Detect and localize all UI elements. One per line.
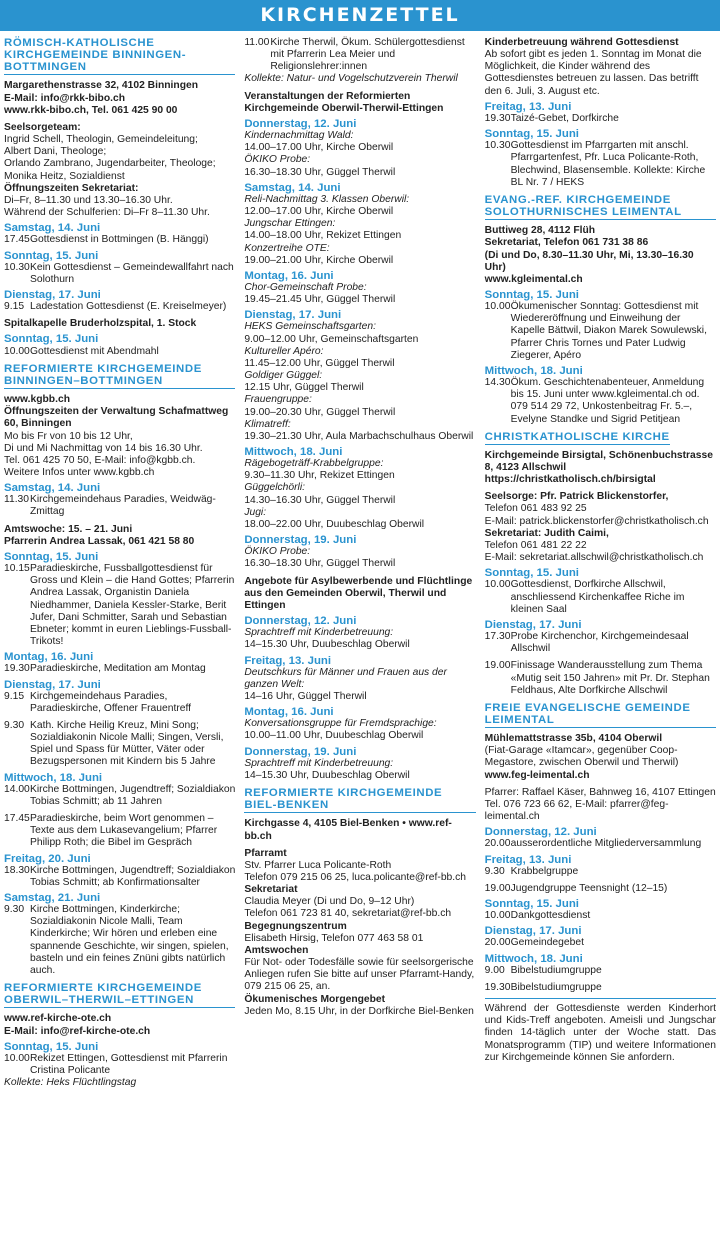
date-heading: Freitag, 20. Juni <box>4 852 91 865</box>
event-time: 17.45 <box>4 813 30 825</box>
text-line: Di und Mi Nachmittag von 14 bis 16.30 Uhr. <box>4 442 203 454</box>
text-line: Ingrid Schell, Theologin, Gemeindeleitung; <box>4 134 198 146</box>
text-line: Für Not- oder Todesfälle sowie für seelsorgerische Anliegen rufen Sie bitte auf unser Pfarramt-Handy, 079 215 06 25, an. <box>244 957 475 993</box>
event-text: Kirchgemeindehaus Paradies, Weidwäg-Zmittag <box>30 494 216 518</box>
event-item <box>4 720 235 769</box>
bold-line: Seelsorge: Pfr. Patrick Blickenstorfer, <box>484 491 669 503</box>
bold-line: Kirchgasse 4, 4105 Biel-Benken • www.ref-bb.ch <box>244 818 452 842</box>
event-text: Gottesdienst im Pfarrgarten mit anschl. Pfarrgartenfest, Pfr. Luca Policante-Roth, Blechwind, Blasensemble. Kollekte: Kirche BL Nr. 7 / HEKS <box>510 140 706 188</box>
date-heading: Donnerstag, 12. Juni <box>244 117 357 130</box>
event-time: 14.00 <box>4 783 30 795</box>
section-heading: EVANG.-REF. KIRCHGEMEINDE SOLOTHURNISCHES LEIMENTAL <box>485 194 716 220</box>
date-heading: Mittwoch, 18. Juni <box>4 771 103 784</box>
bold-line: Spitalkapelle Bruderholzspital, 1. Stock <box>4 318 197 330</box>
date-heading: Dienstag, 17. Juni <box>484 925 582 938</box>
bold-line: Kinderbetreuung während Gottesdienst <box>484 37 679 48</box>
event-item <box>4 813 235 849</box>
event-time: 9.30 <box>484 865 505 877</box>
text-line: Ab sofort gibt es jeden 1. Sonntag im Monat die Möglichkeit, die Kinder während des Gottesdienstes betreuen zu lassen. Das betrifft den 6. Juli, 3. August etc. <box>484 49 702 97</box>
italic-line: HEKS Gemeinschaftsgarten: <box>244 321 376 333</box>
text-line: 12.15 Uhr, Güggel Therwil <box>244 382 364 394</box>
text-line: Stv. Pfarrer Luca Policante-Roth <box>244 859 392 871</box>
event-item <box>485 631 716 655</box>
date-heading: Freitag, 13. Juni <box>244 654 332 667</box>
event-time: 10.30 <box>484 140 511 152</box>
event-item <box>485 965 716 977</box>
bold-line: Angebote für Asylbewerbende und Flüchtlinge aus den Gemeinden Oberwil, Therwil und Ettingen <box>244 575 473 611</box>
text-line: 14.30–16.30 Uhr, Güggel Therwil <box>244 494 396 506</box>
event-item <box>4 663 235 675</box>
date-heading: Mittwoch, 18. Juni <box>484 364 583 377</box>
text-line: 14–16 Uhr, Güggel Therwil <box>244 690 367 702</box>
italic-line: Klimatreff: <box>244 418 291 430</box>
event-time: 10.00 <box>484 579 511 591</box>
date-heading: Freitag, 13. Juni <box>484 100 572 113</box>
section-heading: REFORMIERTE KIRCHGEMEINDE OBERWIL–THERWIL–ETTINGEN <box>4 982 235 1008</box>
bold-line: Sekretariat <box>244 884 298 896</box>
event-time: 10.00 <box>484 910 511 922</box>
event-time: 9.15 <box>4 690 25 702</box>
text-line: 19.30–21.30 Uhr, Aula Marbachschulhaus Oberwil <box>244 430 474 442</box>
event-item <box>485 301 716 362</box>
text-line: Weitere Infos unter www.kgbb.ch <box>4 467 155 478</box>
event-time: 10.15 <box>4 563 30 575</box>
text-line: Jeden Mo, 8.15 Uhr, in der Dorfkirche Biel-Benken <box>244 1005 474 1017</box>
text-line: E-Mail: sekretariat.allschwil@christkatholisch.ch <box>484 552 704 564</box>
bold-line: E-Mail: info@rkk-bibo.ch <box>4 92 126 104</box>
event-time: 18.30 <box>4 864 30 876</box>
text-line: 19.00–21.00 Uhr, Kirche Oberwil <box>244 254 394 266</box>
event-text: Kath. Kirche Heilig Kreuz, Mini Song; Sozialdiakonin Nicole Malli; Singen, Versli, Spiel und Spass für Mütter, Väter oder Bezugspersonen mit Kindern bis 5 Jahre <box>30 719 224 768</box>
event-time: 9.00 <box>484 964 505 976</box>
italic-line: Deutschkurs für Männer und Frauen aus der ganzen Welt: <box>244 666 447 690</box>
event-time: 20.00 <box>484 937 511 949</box>
event-time: 17.45 <box>4 234 30 246</box>
event-time: 19.30 <box>4 663 30 675</box>
bold-line: Buttiweg 28, 4112 Flüh <box>484 225 596 237</box>
event-item <box>485 838 716 850</box>
event-text: Paradieskirche, Meditation am Montag <box>30 663 206 675</box>
bold-line: Pfarrerin Andrea Lassak, 061 421 58 80 <box>4 535 195 547</box>
italic-line: ÖKIKO Probe: <box>244 154 311 166</box>
bold-line: Ökumenisches Morgengebet <box>244 993 386 1005</box>
bold-line: www.kgleimental.ch <box>484 273 583 285</box>
text-line: 14–15.30 Uhr, Duubeschlag Oberwil <box>244 639 410 651</box>
event-item <box>485 866 716 878</box>
text-line: 14–15.30 Uhr, Duubeschlag Oberwil <box>244 769 410 781</box>
event-item <box>4 346 235 358</box>
text-line: 12.00–17.00 Uhr, Kirche Oberwil <box>244 206 394 218</box>
date-heading: Sonntag, 15. Juni <box>484 567 579 580</box>
bold-line: Amtswoche: 15. – 21. Juni <box>4 523 133 535</box>
bold-line: www.feg-leimental.ch <box>484 769 590 781</box>
event-time: 19.30 <box>484 112 511 124</box>
event-time: 11.00 <box>244 37 270 48</box>
date-heading: Montag, 16. Juni <box>244 269 334 282</box>
page-title: KIRCHENZETTEL <box>0 0 720 31</box>
event-item <box>485 113 716 125</box>
italic-line: Reli-Nachmittag 3. Klassen Oberwil: <box>244 193 410 205</box>
text-line: 19.00–20.30 Uhr, Güggel Therwil <box>244 406 396 418</box>
text-line: 9.30–11.30 Uhr, Rekizet Ettingen <box>244 470 395 482</box>
italic-line: Kultureller Apéro: <box>244 345 324 357</box>
bold-line: www.kgbb.ch <box>4 394 70 406</box>
text-line: Telefon 079 215 06 25, luca.policante@ref-bb.ch <box>244 872 467 883</box>
date-heading: Dienstag, 17. Juni <box>4 288 101 301</box>
date-heading: Dienstag, 17. Juni <box>244 309 342 322</box>
event-item <box>4 691 235 715</box>
event-item <box>4 301 235 313</box>
column-3 <box>485 37 716 1089</box>
event-text: Kirche Bottmingen, Kinderkirche; Sozialdiakonin Nicole Malli, Team Kinderkirche; Wir hören und erleben eine spannende Geschichte, wir singen, spielen, basteln und ein feines Znüni gibts natürlich auch. <box>30 904 229 976</box>
italic-line: Rägebogeträff-Krabbelgruppe: <box>244 458 384 470</box>
event-text: Gottesdienst in Bottmingen (B. Hänggi) <box>30 234 209 246</box>
italic-line: Chor-Gemeinschaft Probe: <box>244 281 367 293</box>
date-heading: Sonntag, 15. Juni <box>4 1040 99 1053</box>
event-time: 17.30 <box>484 631 511 643</box>
columns <box>0 31 720 1089</box>
italic-line: Kollekte: Natur- und Vogelschutzverein Therwil <box>244 73 458 85</box>
italic-line: Sprachtreff mit Kinderbetreuung: <box>244 757 394 769</box>
italic-line: Jungschar Ettingen: <box>244 218 336 230</box>
event-text: ausserordentliche Mitgliederversammlung <box>510 838 702 850</box>
event-time: 14.30 <box>484 377 511 389</box>
section-heading: RÖMISCH-KATHOLISCHE KIRCHGEMEINDE BINNINGEN-BOTTMINGEN <box>4 37 235 75</box>
bold-line: Sekretariat, Telefon 061 731 38 86 <box>484 237 649 249</box>
date-heading: Dienstag, 17. Juni <box>484 618 582 631</box>
text-line: 19.45–21.45 Uhr, Güggel Therwil <box>244 294 396 306</box>
text-line: Claudia Meyer (Di und Do, 9–12 Uhr) <box>244 896 415 908</box>
text-line: Telefon 061 483 92 25 <box>484 503 587 515</box>
event-item <box>4 234 235 246</box>
date-heading: Montag, 16. Juni <box>4 651 94 664</box>
event-text: Gottesdienst, Dorfkirche Allschwil, anschliessend Kirchenkaffee Riche im kleinen Saal <box>510 579 685 615</box>
text-line: (Fiat-Garage «Itamcar», gegenüber Coop-Megastore, zwischen Oberwil und Therwil) <box>484 745 679 769</box>
bold-line: (Di und Do, 8.30–11.30 Uhr, Mi, 13.30–16.30 Uhr) <box>484 249 694 273</box>
text-line: Tel. 076 723 66 62, E-Mail: pfarrer@feg-leimental.ch <box>484 798 669 823</box>
event-item <box>4 784 235 808</box>
section-heading: REFORMIERTE KIRCHGEMEINDE BINNINGEN–BOTTMINGEN <box>4 363 235 389</box>
text-line: Tel. 061 425 70 50, E-Mail: info@kgbb.ch. <box>4 454 196 466</box>
event-time: 10.30 <box>4 261 30 273</box>
text-line: 9.00–12.00 Uhr, Gemeinschaftsgarten <box>244 333 419 345</box>
column-2 <box>244 37 475 1089</box>
event-time: 10.00 <box>4 1052 30 1064</box>
event-item <box>485 377 716 426</box>
date-heading: Sonntag, 15. Juni <box>484 288 579 301</box>
section-heading: REFORMIERTE KIRCHGEMEINDE BIEL-BENKEN <box>244 787 475 813</box>
text-line: 10.00–11.00 Uhr, Duubeschlag Oberwil <box>244 730 424 742</box>
date-heading: Donnerstag, 12. Juni <box>484 826 597 839</box>
event-text: Bibelstudiumgruppe <box>510 981 602 993</box>
bold-line: Begegnungszentrum <box>244 920 347 932</box>
bold-line: Veranstaltungen der Reformierten Kirchgemeinde Oberwil-Therwil-Ettingen <box>244 90 444 114</box>
event-item <box>4 865 235 889</box>
bold-line: Öffnungszeiten Sekretariat: <box>4 182 139 194</box>
text-line: 14.00–17.00 Uhr, Kirche Oberwil <box>244 142 394 154</box>
event-text: Dankgottesdienst <box>510 910 591 922</box>
event-text: Gottesdienst mit Abendmahl <box>30 345 159 357</box>
text-line: 16.30–18.30 Uhr, Güggel Therwil <box>244 558 396 570</box>
bold-line: Mühlemattstrasse 35b, 4104 Oberwil <box>484 733 663 745</box>
event-item <box>485 910 716 922</box>
event-text: Jugendgruppe Teensnight (12–15) <box>510 882 668 894</box>
italic-line: Konzertreihe OTE: <box>244 242 330 254</box>
text-line: Orlando Zambrano, Jugendarbeiter, Theologe; <box>4 158 216 170</box>
event-item <box>4 262 235 286</box>
event-text: Kirche Therwil, Ökum. Schülergottesdienst mit Pfarrerin Lea Meier und Religionslehrer:innen <box>270 37 465 73</box>
text-line: Albert Dani, Theologe; <box>4 146 107 158</box>
text-line: Telefon 061 481 22 22 <box>484 539 587 551</box>
section-heading: FREIE EVANGELISCHE GEMEINDE LEIMENTAL <box>485 702 716 728</box>
event-item <box>485 937 716 949</box>
event-time: 10.00 <box>4 345 30 357</box>
event-text: Krabbelgruppe <box>510 865 579 877</box>
italic-line: Kollekte: Heks Flüchtlingstag <box>4 1077 137 1089</box>
event-text: Kirche Bottmingen, Jugendtreff; Sozialdiakon Tobias Schmitt; ab 11 Jahren <box>30 783 236 807</box>
event-time: 19.00 <box>484 882 511 894</box>
italic-line: Sprachtreff mit Kinderbetreuung: <box>244 627 394 639</box>
bold-line: Öffnungszeiten der Verwaltung Schafmattweg 60, Binningen <box>4 406 229 430</box>
text-line: Mo bis Fr von 10 bis 12 Uhr, <box>4 430 133 442</box>
bold-line: Sekretariat: Judith Caimi, <box>484 527 609 539</box>
italic-line: ÖKIKO Probe: <box>244 546 311 558</box>
event-time: 19.00 <box>484 660 511 672</box>
event-text: Kirche Bottmingen, Jugendtreff; Sozialdiakon Tobias Schmitt; ab Konfirmationsalter <box>30 864 236 888</box>
event-item <box>4 1053 235 1077</box>
event-item <box>485 883 716 895</box>
event-item <box>485 579 716 615</box>
italic-line: Konversationsgruppe für Fremdsprachige: <box>244 718 437 730</box>
event-text: Ökumenischer Sonntag: Gottesdienst mit Wiedereröffnung und Einweihung der Kapelle Bättwil, Diakon Marek Sowulewski, Pfarrer Chris Tornes und Pater Ludwig Ziegerer, Apéro <box>510 301 707 361</box>
event-time: 11.30 <box>4 494 30 506</box>
event-time: 19.30 <box>484 981 511 993</box>
event-item <box>4 494 235 518</box>
date-heading: Montag, 16. Juni <box>244 706 334 719</box>
bold-line: Kirchgemeinde Birsigtal, Schönenbuchstrasse 8, 4123 Allschwil <box>484 449 713 473</box>
text-line: Während der Schulferien: Di–Fr 8–11.30 Uhr. <box>4 207 210 219</box>
event-text: Ökum. Geschichtenabenteuer, Anmeldung bis 15. Juni unter www.kgleimental.ch od. 079 514 29 72, Unkostenbeitrag Fr. 5.–, Evelyne Standke und Sigrid Petitjean <box>510 377 705 425</box>
bold-line: Seelsorgeteam: <box>4 121 81 133</box>
date-heading: Samstag, 14. Juni <box>4 222 101 235</box>
event-item <box>4 904 235 977</box>
italic-line: Jugi: <box>244 506 267 518</box>
text-line: 18.00–22.00 Uhr, Duubeschlag Oberwil <box>244 518 425 530</box>
text-line: E-Mail: patrick.blickenstorfer@christkatholisch.ch <box>484 515 709 527</box>
column-1 <box>4 37 235 1089</box>
text-line: Monika Heitz, Sozialdienst <box>4 170 125 182</box>
date-heading: Sonntag, 15. Juni <box>4 333 99 346</box>
event-time: 10.00 <box>484 301 511 313</box>
event-item <box>485 140 716 189</box>
event-time: 9.30 <box>4 904 25 916</box>
bold-line: E-Mail: info@ref-kirche-ote.ch <box>4 1025 151 1037</box>
event-text: Kirchgemeindehaus Paradies, Paradieskirche, Offener Frauentreff <box>30 690 192 714</box>
italic-line: Kindernachmittag Wald: <box>244 130 354 142</box>
date-heading: Donnerstag, 12. Juni <box>244 615 357 628</box>
event-text: Bibelstudiumgruppe <box>510 964 602 976</box>
event-text: Finissage Wanderausstellung zum Thema «Mutig seit 150 Jahren» mit Pr. Dr. Stephan Feldhaus, Alte Dorfkirche Allschwil <box>510 660 710 696</box>
italic-line: Frauengruppe: <box>244 394 312 406</box>
text-line: Telefon 061 723 81 40, sekretariat@ref-bb.ch <box>244 908 452 920</box>
date-heading: Sonntag, 15. Juni <box>4 550 99 563</box>
date-heading: Freitag, 13. Juni <box>484 853 572 866</box>
event-text: Paradieskirche, beim Wort genommen – Texte aus dem Lukasevangelium; Pfarrer Philipp Roth; die Bibel im Gespräch <box>30 813 218 849</box>
event-item <box>485 982 716 994</box>
date-heading: Sonntag, 15. Juni <box>4 249 99 262</box>
date-heading: Donnerstag, 19. Juni <box>244 745 357 758</box>
date-heading: Mittwoch, 18. Juni <box>244 446 343 458</box>
date-heading: Sonntag, 15. Juni <box>484 128 579 141</box>
text-line: Elisabeth Hirsig, Telefon 077 463 58 01 <box>244 932 424 944</box>
text-line: 11.45–12.00 Uhr, Güggel Therwil <box>244 357 395 369</box>
text-line: 16.30–18.30 Uhr, Güggel Therwil <box>244 166 396 178</box>
date-heading: Samstag, 14. Juni <box>244 181 341 194</box>
date-heading: Donnerstag, 19. Juni <box>244 534 357 547</box>
bold-line: www.rkk-bibo.ch, Tel. 061 425 90 00 <box>4 104 178 116</box>
date-heading: Samstag, 21. Juni <box>4 892 101 904</box>
event-text: Gemeindegebet <box>510 937 584 949</box>
event-item <box>244 37 475 73</box>
event-text: Taizé-Gebet, Dorfkirche <box>510 112 619 124</box>
event-item <box>485 660 716 696</box>
event-text: Probe Kirchenchor, Kirchgemeindesaal Allschwil <box>510 631 689 655</box>
text-line: Di–Fr, 8–11.30 und 13.30–16.30 Uhr. <box>4 194 173 206</box>
bold-line: Pfarramt <box>244 847 287 859</box>
bold-line: Amtswochen <box>244 944 309 956</box>
text-line: 14.00–18.00 Uhr, Rekizet Ettingen <box>244 230 402 242</box>
date-heading: Mittwoch, 18. Juni <box>484 952 583 965</box>
text-line: Pfarrer: Raffael Käser, Bahnweg 16, 4107 Ettingen <box>484 786 716 798</box>
event-time: 9.30 <box>4 719 25 731</box>
event-time: 20.00 <box>484 838 511 850</box>
event-text: Rekizet Ettingen, Gottesdienst mit Pfarrerin Cristina Policante <box>30 1052 228 1077</box>
event-item <box>4 563 235 648</box>
event-time: 9.15 <box>4 301 25 313</box>
date-heading: Dienstag, 17. Juni <box>4 678 101 691</box>
italic-line: Goldiger Güggel: <box>244 370 323 382</box>
section-heading: CHRISTKATHOLISCHE KIRCHE <box>485 431 670 445</box>
bold-line: Margarethenstrasse 32, 4102 Binningen <box>4 80 199 92</box>
date-heading: Sonntag, 15. Juni <box>484 898 579 910</box>
footer-note: Während der Gottesdienste werden Kinderhort und Kids-Treff angeboten. Ameisli und Jungschar finden 14-täglich unter der Woche statt. Das Monatsprogramm (TIP) und weitere Informationen zur Kirchgemeinde können Sie anfordern. <box>485 998 716 1064</box>
event-text: Ladestation Gottesdienst (E. Kreiselmeyer) <box>30 301 227 313</box>
event-text: Kein Gottesdienst – Gemeindewallfahrt nach Solothurn <box>30 261 234 285</box>
date-heading: Samstag, 14. Juni <box>4 482 101 495</box>
italic-line: Güggelchörli: <box>244 482 305 494</box>
bold-line: https://christkatholisch.ch/birsigtal <box>484 474 656 486</box>
bold-line: www.ref-kirche-ote.ch <box>4 1013 112 1025</box>
event-text: Paradieskirche, Fussballgottesdienst für Gross und Klein – die Hand Gottes; Pfarrerin Andrea Lassak, Organistin Daniela Niedhammer, Daniela Kessler-Starke, Berit Jufer, Dani Schmitter, Sarah und Sebastian Ebneter; kommt in euren Lieblings-Fussball-Trikots! <box>30 563 235 648</box>
